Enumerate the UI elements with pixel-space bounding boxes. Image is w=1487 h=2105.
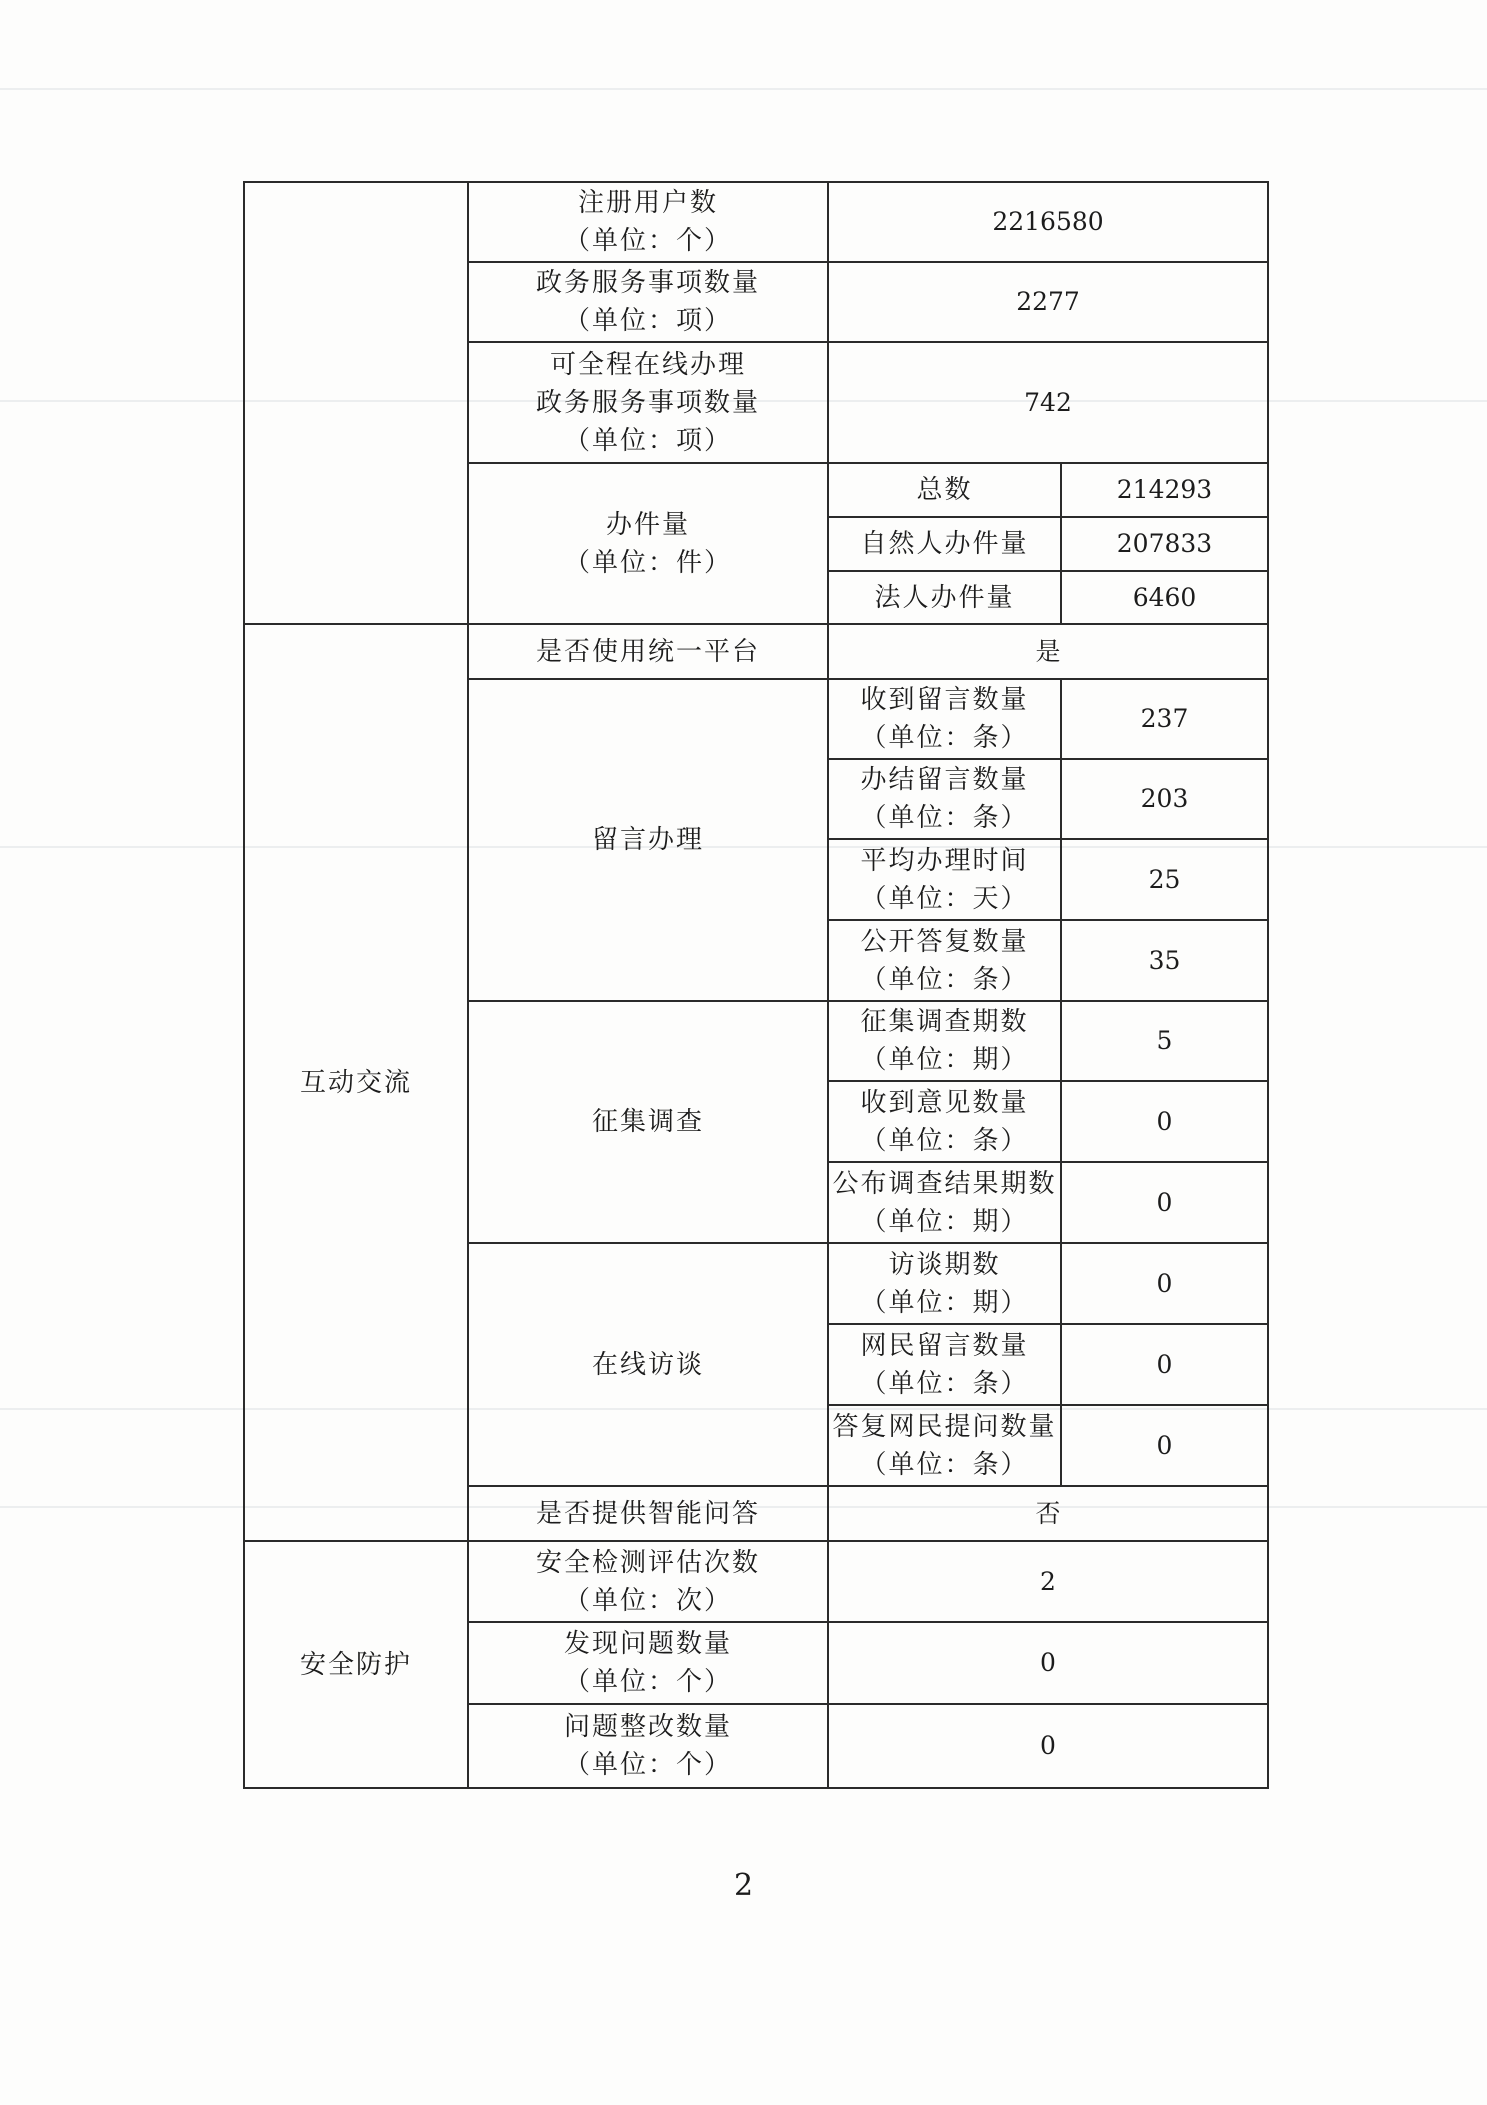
sub-item-label-cell (828, 839, 1061, 920)
sub-item-label-cell (828, 571, 1061, 624)
item-value-cell: 0 (828, 1704, 1268, 1788)
cell-text-line: 安全检测评估次数 (535, 1547, 760, 1578)
item-label-cell (468, 624, 828, 679)
table-row (244, 624, 1268, 679)
cell-text-line: （单位：条） (860, 1368, 1029, 1399)
cell-text-line: 公布调查结果期数 (832, 1168, 1057, 1199)
sub-item-value-cell: 25 (1061, 839, 1268, 920)
item-value-cell: 2 (828, 1541, 1268, 1622)
statistics-table (243, 181, 1269, 1789)
cell-text-line: （单位：期） (860, 1206, 1029, 1237)
page-number: 2 (733, 1868, 754, 1903)
cell-text-line: （单位：条） (860, 1449, 1029, 1480)
cell-text-line: （单位：项） (563, 306, 732, 336)
sub-item-label-cell (828, 759, 1061, 839)
sub-item-label-cell (828, 1324, 1061, 1405)
cell-text-line: （单位：期） (860, 1045, 1029, 1075)
sub-item-value-cell: 237 (1061, 679, 1268, 759)
cell-text-line: 是否使用统一平台 (535, 636, 760, 667)
item-value-cell: 2277 (828, 262, 1268, 342)
cell-text-line: 征集调查 (591, 1107, 704, 1137)
item-label-cell (468, 1001, 828, 1243)
item-value-cell: 否 (828, 1486, 1268, 1541)
cell-text-line: 办件量 (605, 509, 690, 540)
item-value-cell: 0 (828, 1622, 1268, 1704)
item-label-cell (468, 679, 828, 1001)
sub-item-value-cell: 214293 (1061, 463, 1268, 517)
cell-text-line: （单位：条） (860, 964, 1029, 995)
section-label-cell: 互动交流 (244, 624, 468, 1541)
sub-item-value-cell: 5 (1061, 1001, 1268, 1081)
cell-text-line: 平均办理时间 (860, 845, 1029, 876)
cell-text-line: 留言办理 (591, 825, 704, 855)
cell-text-line: （单位：件） (563, 547, 732, 578)
item-label-cell (468, 1243, 828, 1486)
item-value-cell: 2216580 (828, 182, 1268, 262)
sub-item-label-cell (828, 920, 1061, 1001)
cell-text-line: （单位：项） (563, 425, 732, 456)
sub-item-value-cell: 207833 (1061, 517, 1268, 571)
sub-item-label-cell (828, 517, 1061, 571)
cell-text-line: 办结留言数量 (860, 765, 1029, 795)
sub-item-value-cell: 0 (1061, 1243, 1268, 1324)
sub-item-value-cell: 35 (1061, 920, 1268, 1001)
cell-text-line: 自然人办件量 (860, 529, 1029, 559)
item-value-cell: 742 (828, 342, 1268, 463)
cell-text-line: 公开答复数量 (860, 926, 1029, 957)
sub-item-value-cell: 0 (1061, 1162, 1268, 1243)
cell-text-line: （单位：期） (860, 1287, 1029, 1318)
cell-text-line: 是否提供智能问答 (535, 1498, 760, 1529)
sub-item-label-cell (828, 1001, 1061, 1081)
item-label-cell (468, 262, 828, 342)
cell-text-line: 可全程在线办理 (549, 349, 746, 380)
item-label-cell (468, 1486, 828, 1541)
item-value-cell: 是 (828, 624, 1268, 679)
cell-text-line: 答复网民提问数量 (832, 1411, 1057, 1442)
sub-item-value-cell: 0 (1061, 1081, 1268, 1162)
section-label-cell (244, 182, 468, 624)
cell-text-line: （单位：天） (860, 883, 1029, 914)
table-row (244, 182, 1268, 262)
cell-text-line: （单位：次） (563, 1585, 732, 1616)
cell-text-line: （单位：个） (563, 1667, 732, 1697)
cell-text-line: 征集调查期数 (860, 1007, 1029, 1037)
sub-item-label-cell (828, 1405, 1061, 1486)
sub-item-label-cell (828, 679, 1061, 759)
sub-item-label-cell (828, 463, 1061, 517)
cell-text-line: 问题整改数量 (563, 1712, 732, 1742)
cell-text-line: 网民留言数量 (860, 1330, 1029, 1361)
table-row (244, 1541, 1268, 1622)
cell-text-line: 发现问题数量 (563, 1629, 732, 1659)
sub-item-value-cell: 203 (1061, 759, 1268, 839)
item-label-cell (468, 463, 828, 624)
sub-item-label-cell (828, 1081, 1061, 1162)
item-label-cell (468, 342, 828, 463)
cell-text-line: 收到留言数量 (860, 685, 1029, 715)
sub-item-value-cell: 0 (1061, 1324, 1268, 1405)
sub-item-label-cell (828, 1162, 1061, 1243)
cell-text-line: 总数 (916, 475, 973, 505)
cell-text-line: （单位：条） (860, 1125, 1029, 1156)
cell-text-line: （单位：条） (860, 803, 1029, 833)
cell-text-line: 收到意见数量 (860, 1087, 1029, 1118)
cell-text-line: 政务服务事项数量 (535, 387, 760, 418)
cell-text-line: （单位：条） (860, 723, 1029, 753)
item-label-cell (468, 182, 828, 262)
sub-item-value-cell: 6460 (1061, 571, 1268, 624)
cell-text-line: 政务服务事项数量 (535, 268, 760, 298)
cell-text-line: 法人办件量 (874, 582, 1015, 613)
cell-text-line: （单位：个） (563, 226, 732, 256)
item-label-cell (468, 1622, 828, 1704)
sub-item-label-cell (828, 1243, 1061, 1324)
section-label-cell: 安全防护 (244, 1541, 468, 1788)
item-label-cell (468, 1541, 828, 1622)
cell-text-line: 注册用户数 (577, 188, 718, 218)
cell-text-line: 访谈期数 (888, 1249, 1001, 1280)
table-body (244, 182, 1268, 1788)
sub-item-value-cell: 0 (1061, 1405, 1268, 1486)
item-label-cell (468, 1704, 828, 1788)
cell-text-line: 在线访谈 (591, 1349, 704, 1380)
cell-text-line: （单位：个） (563, 1750, 732, 1780)
